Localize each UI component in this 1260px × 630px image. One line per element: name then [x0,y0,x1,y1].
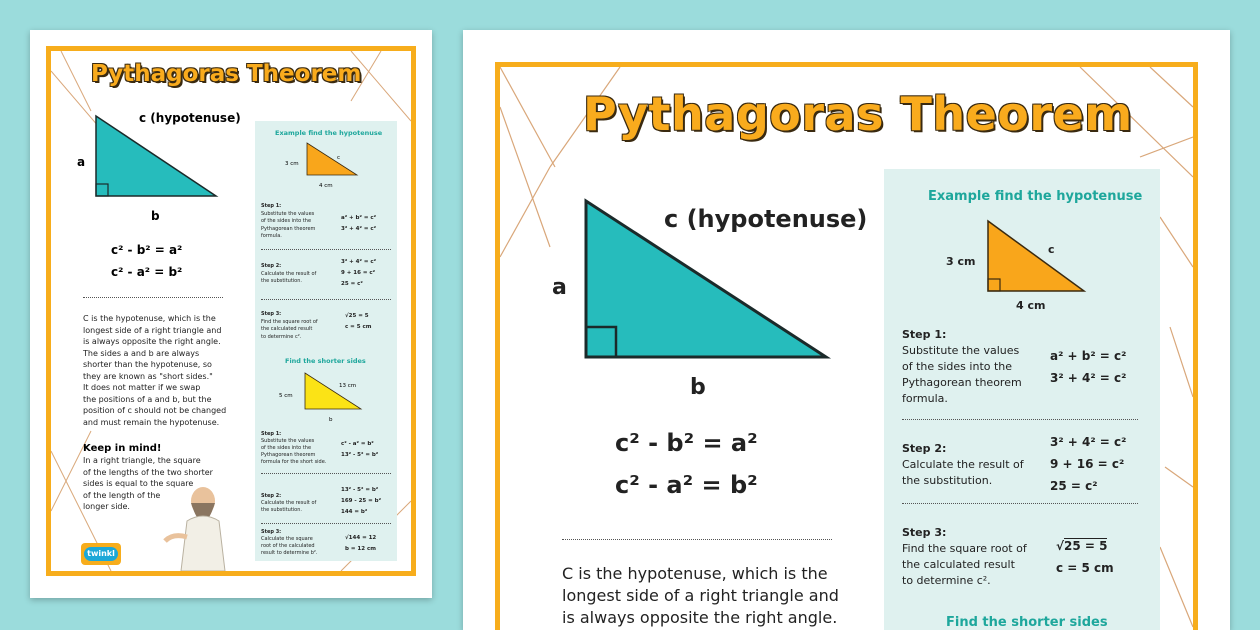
label-hypotenuse: c (hypotenuse) [664,205,868,233]
thumb-ex-step2: Step 2: Calculate the result of the substitution. [261,263,317,284]
sqrt-sign: √ [1056,539,1065,553]
thumb-sh-div1 [261,473,391,474]
thumb-yellow-triangle [301,371,363,411]
thumb-title: Pythagoras Theorem [91,61,362,87]
thumb-sh-step1: Step 1: Substitute the values of the sides into the Pythagorean theorem formula for the short side. [261,431,327,465]
thumb-description: C is the hypotenuse, which is the longest side of a right triangle and is always opposite the right angle. The sides a and b are always shorter than the hypotenuse, so they are known as "short sides." It does not matter if we swap the positions of a and b, but the position of c should not be changed and must remain the hypotenuse. [83,314,227,427]
thumb-ex-step2-eq: 3² + 4² = c² 9 + 16 = c² 25 = c² [341,259,377,287]
ex-step3-eq: √25 = 5 c = 5 cm [1056,539,1114,575]
ex-side-c: c [1048,243,1055,256]
poster-zoomed[interactable] [463,30,1230,630]
ex-step2-eq: 3² + 4² = c² 9 + 16 = c² 25 = c² [1050,435,1127,493]
ex-divider-1 [902,419,1138,420]
formula-a: c² - b² = a² [615,429,758,457]
thumb-label-b: b [151,209,160,223]
thumb-sh-step2-eq: 13² - 5² = b² 169 - 25 = b² 144 = b² [341,487,382,515]
thumb-example-title: Example find the hypotenuse [275,129,383,137]
thumb-sh-step3: Step 3: Calculate the square root of the calculated result to determine b². [261,529,318,556]
ex-step3: Step 3: Find the square root of the calculated result to determine c². [902,526,1027,587]
thumb-ex-div2 [261,299,391,300]
ex-step2: Step 2: Calculate the result of the substitution. [902,442,1024,487]
thumb-keep-text: In a right triangle, the square of the lengths of the two shorter sides is equal to the square of the length of the longer side. [83,456,213,511]
pythagoras-illustration [151,481,251,571]
thumb-sh-div2 [261,523,391,524]
ex-step1-eq: a² + b² = c² 3² + 4² = c² [1050,349,1127,385]
thumb-ex-a: 3 cm [285,161,299,167]
thumb-sh-b: b [329,417,333,423]
thumb-label-hyp: c (hypotenuse) [139,111,241,125]
ex-side-b: 4 cm [1016,299,1046,312]
thumb-keep-title: Keep in mind! [83,443,162,454]
zoomed-frame [495,62,1198,630]
twinkl-logo[interactable] [81,543,121,565]
thumb-ex-step3-eq: √25 = 5 c = 5 cm [345,313,372,330]
thumb-divider [83,297,223,298]
thumb-sh-c: 13 cm [339,383,357,389]
thumb-label-a: a [77,155,86,169]
shorter-title: Find the shorter sides [946,615,1108,630]
thumb-sh-step3-eq: √144 = 12 b = 12 cm [345,535,377,552]
thumb-shorter-title: Find the shorter sides [285,357,366,365]
ex-step1: Step 1: Substitute the values of the sides into the Pythagorean theorem formula. [902,328,1022,405]
thumb-formula-2: c² - a² = b² [111,265,183,279]
page-title: Pythagoras Theorem [583,87,1133,141]
section-divider [562,539,832,540]
thumb-formula-1: c² - b² = a² [111,243,183,257]
ex-divider-2 [902,503,1138,504]
thumb-ex-div1 [261,249,391,250]
example-title: Example find the hypotenuse [928,189,1143,204]
ex-side-a: 3 cm [946,255,976,268]
description-text: C is the hypotenuse, which is the longest side of a right triangle and is always opposite the right angle. [562,564,839,627]
thumb-ex-step1-eq: a² + b² = c² 3² + 4² = c² [341,215,377,232]
thumb-ex-c: c [337,155,341,161]
orange-right-triangle [984,217,1088,295]
thumb-ex-b: 4 cm [319,183,333,189]
thumb-ex-step1: Step 1: Substitute the values of the sides into the Pythagorean theorem formula. [261,203,316,239]
thumb-example-panel [255,121,397,561]
thumb-orange-triangle [303,141,359,177]
formula-b: c² - a² = b² [615,471,758,499]
thumb-ex-step3: Step 3: Find the square root of the calculated result to determine c². [261,311,318,340]
label-b: b [690,375,706,400]
thumb-sh-step1-eq: c² - a² = b² 13² - 5² = b² [341,441,379,458]
label-a: a [552,275,567,300]
thumb-sh-step2: Step 2: Calculate the result of the substitution. [261,493,317,513]
thumb-sh-a: 5 cm [279,393,293,399]
poster-thumbnail[interactable] [30,30,432,598]
twinkl-logo-text: twinkl [84,547,118,561]
example-panel [884,169,1160,630]
thumbnail-frame [46,46,416,576]
